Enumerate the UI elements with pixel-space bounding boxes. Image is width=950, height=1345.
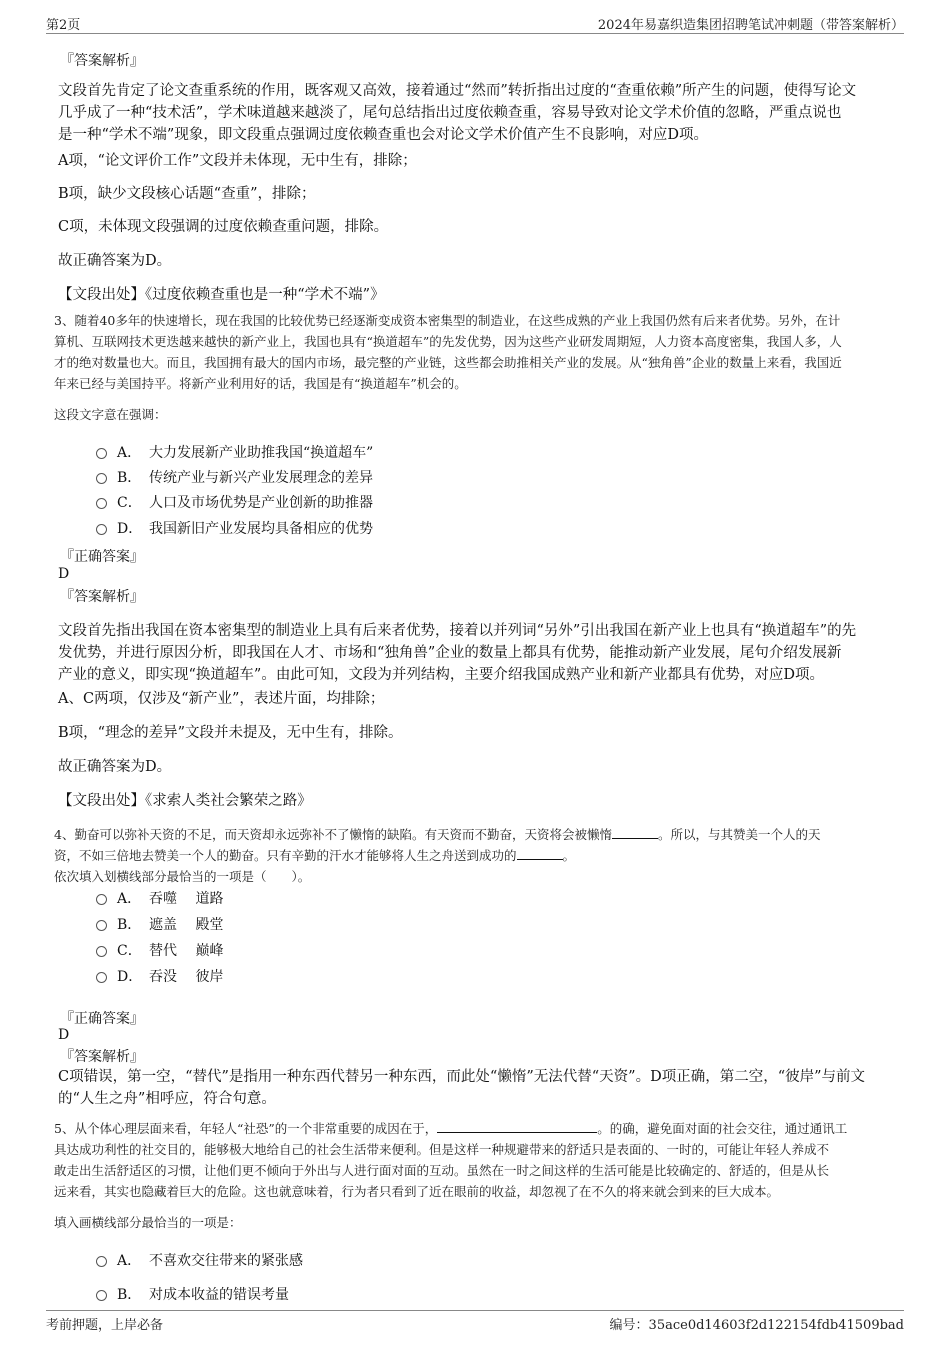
q3-option-b[interactable] — [96, 467, 373, 487]
option-text: 吞噬 道路 — [149, 891, 224, 907]
q3-analysis-line: 产业的意义，即实现“换道超车”。由此可知，文段为并列结构，主要介绍我国成熟产业和新产业都具有优势，对应D项。 — [58, 667, 824, 683]
q4-stem — [54, 824, 904, 887]
q3-stem-line: 才的绝对数量也大。而且，我国拥有最大的国内市场，最完整的产业链，这些都会助推相关产业的发展。从“独角兽”企业的数量上来看，我国近 — [54, 355, 842, 370]
q5-stem-line: 敢走出生活舒适区的习惯，让他们更不倾向于外出与人进行面对面的互动。虽然在一时之间这样的生活可能是比较确定的、舒适的，但是从长 — [54, 1163, 830, 1178]
q2-analysis — [58, 80, 898, 146]
option-text: 不喜欢交往带来的紧张感 — [149, 1253, 303, 1269]
option-letter: C． — [117, 943, 142, 959]
radio-icon[interactable] — [96, 1290, 107, 1301]
q3-analysis-line: 文段首先指出我国在资本密集型的制造业上具有后来者优势，接着以并列词“另外”引出我国在新产业上也具有“换道超车”的先 — [58, 623, 857, 639]
q3-answer-label: 『正确答案』 — [60, 549, 144, 565]
option-text: 对成本收益的错误考量 — [149, 1287, 289, 1303]
q3-stem-line: 算机、互联网技术更迭越来越快的新产业上，我国也具有“换道超车”的先发优势，因为这些产业研发周期短，人力资本高度密集，我国人多，人 — [54, 334, 842, 349]
q5-stem-line: 远来看，其实也隐藏着巨大的危险。这也就意味着，行为者只看到了近在眼前的收益，却忽视了在不久的将来就会到来的巨大成本。 — [54, 1184, 780, 1199]
q4-stem-line — [54, 824, 904, 845]
q2-conclusion: 故正确答案为D。 — [58, 253, 172, 269]
fill-blank — [517, 847, 563, 860]
q4-analysis — [58, 1066, 898, 1110]
radio-icon[interactable] — [96, 473, 107, 484]
radio-icon[interactable] — [96, 920, 107, 931]
header-rule — [46, 33, 904, 34]
q5-stem-text: 。的确，避免面对面的社会交往，通过通讯工 — [597, 1121, 848, 1136]
fill-blank — [612, 826, 658, 839]
option-letter: D． — [117, 969, 143, 985]
fill-blank — [437, 1120, 597, 1133]
q3-analysis-line: 发优势，并进行原因分析，即我国在人才、市场和“独角兽”企业的数量上都具有优势，能推动新产业发展，尾句介绍发展新 — [58, 645, 842, 661]
option-letter: B． — [117, 917, 142, 933]
q3-option-d[interactable] — [96, 518, 373, 538]
footer-rule — [46, 1310, 904, 1311]
document-id: 编号：35ace0d14603f2d122154fdb41509bad — [609, 1318, 904, 1333]
q4-option-d[interactable] — [96, 966, 223, 986]
q4-analysis-label: 『答案解析』 — [60, 1049, 144, 1065]
q4-analysis-line: C项错误，第一空，“替代”是指用一种东西代替另一种东西，而此处“懒惰”无法代替“天资”。D项正确，第二空，“彼岸”与前文 — [58, 1069, 866, 1085]
option-letter: B． — [117, 1287, 142, 1303]
q2-analysis-line: 几乎成了一种“技术活”，学术味道越来越淡了，尾句总结指出过度依赖查重，容易导致对论文学术价值的忽略，严重点说也 — [58, 105, 842, 121]
q5-option-a[interactable] — [96, 1250, 303, 1270]
q3-stem — [54, 310, 904, 394]
q4-answer-label: 『正确答案』 — [60, 1011, 144, 1027]
option-text: 我国新旧产业发展均具备相应的优势 — [149, 521, 373, 537]
option-text: 人口及市场优势是产业创新的助推器 — [149, 495, 373, 511]
q2-analysis-line: 是一种“学术不端”现象，即文段重点强调过度依赖查重也会对论文学术价值产生不良影响，对应D项。 — [58, 127, 708, 143]
option-text: 大力发展新产业助推我国“换道超车” — [149, 445, 374, 461]
q4-option-a[interactable] — [96, 888, 223, 908]
q5-stem-line: 具达成功利性的社交目的，能够极大地给自己的社会生活带来便利。但是这样一种规避带来的舒适只是表面的、一时的，可能让年轻人养成不 — [54, 1142, 830, 1157]
q3-conclusion: 故正确答案为D。 — [58, 759, 172, 775]
option-text: 遮盖 殿堂 — [149, 917, 224, 933]
q3-option-a[interactable] — [96, 442, 373, 462]
q4-answer: D — [58, 1027, 70, 1043]
q2-source: 【文段出处】《过度依赖查重也是一种“学术不端”》 — [58, 287, 385, 303]
q3-stem-line: 3、随着40多年的快速增长，现在我国的比较优势已经逐渐变成资本密集型的制造业，在这些成熟的产业上我国仍然有后来者优势。另外，在计 — [54, 313, 841, 328]
footer-slogan: 考前押题，上岸必备 — [46, 1318, 164, 1333]
q2-point-a: A项，“论文评价工作”文段并未体现，无中生有，排除； — [58, 153, 417, 169]
page-number: 第2页 — [46, 18, 81, 33]
option-text: 替代 巅峰 — [149, 943, 224, 959]
option-letter: D． — [117, 521, 143, 537]
option-letter: A． — [117, 891, 142, 907]
q5-prompt: 填入画横线部分最恰当的一项是： — [54, 1215, 242, 1230]
document-title: 2024年易嘉织造集团招聘笔试冲刺题（带答案解析） — [597, 18, 904, 33]
q3-point-ac: A、C两项，仅涉及“新产业”，表述片面，均排除； — [58, 691, 385, 707]
q3-prompt: 这段文字意在强调： — [54, 407, 167, 422]
radio-icon[interactable] — [96, 448, 107, 459]
option-text: 吞没 彼岸 — [149, 969, 224, 985]
q2-analysis-line: 文段首先肯定了论文查重系统的作用，既客观又高效，接着通过“然而”转折指出过度的“查重依赖”所产生的问题，使得写论文 — [58, 83, 857, 99]
q5-option-b[interactable] — [96, 1284, 289, 1304]
radio-icon[interactable] — [96, 946, 107, 957]
q4-stem-text: 。所以，与其赞美一个人的天 — [657, 827, 821, 842]
option-letter: A． — [117, 445, 142, 461]
q3-option-c[interactable] — [96, 492, 373, 512]
q5-stem-text: 5、从个体心理层面来看，年轻人“社恐”的一个非常重要的成因在于， — [54, 1121, 438, 1136]
radio-icon[interactable] — [96, 524, 107, 535]
q2-analysis-label: 『答案解析』 — [60, 53, 144, 69]
option-letter: A． — [117, 1253, 142, 1269]
q4-analysis-line: 的“人生之舟”相呼应，符合句意。 — [58, 1091, 276, 1107]
radio-icon[interactable] — [96, 972, 107, 983]
q4-option-c[interactable] — [96, 940, 223, 960]
q3-source: 【文段出处】《求索人类社会繁荣之路》 — [58, 793, 312, 809]
q2-point-b: B项，缺少文段核心话题“查重”，排除； — [58, 186, 316, 202]
q3-stem-line: 年来已经与美国持平。将新产业利用好的话，我国是有“换道超车”机会的。 — [54, 376, 467, 391]
q3-analysis-label: 『答案解析』 — [60, 589, 144, 605]
option-letter: B． — [117, 470, 142, 486]
q3-analysis — [58, 620, 898, 686]
q4-stem-text: 4、勤奋可以弥补天资的不足，而天资却永远弥补不了懒惰的缺陷。有天资而不勤奋，天资将会被懒惰 — [54, 827, 612, 842]
option-text: 传统产业与新兴产业发展理念的差异 — [149, 470, 373, 486]
q4-stem-line — [54, 845, 904, 866]
q4-stem-text: 。 — [562, 848, 576, 863]
q4-prompt: 依次填入划横线部分最恰当的一项是（ ）。 — [54, 869, 311, 884]
q2-point-c: C项，未体现文段强调的过度依赖查重问题，排除。 — [58, 219, 389, 235]
radio-icon[interactable] — [96, 894, 107, 905]
q5-stem-line — [54, 1118, 904, 1139]
radio-icon[interactable] — [96, 498, 107, 509]
q3-point-b: B项，“理念的差异”文段并未提及，无中生有，排除。 — [58, 725, 403, 741]
radio-icon[interactable] — [96, 1256, 107, 1267]
q4-stem-text: 资，不如三倍地去赞美一个人的勤奋。只有辛勤的汗水才能够将人生之舟送到成功的 — [54, 848, 517, 863]
q5-stem — [54, 1118, 904, 1202]
option-letter: C． — [117, 495, 142, 511]
q3-answer: D — [58, 566, 70, 582]
q4-option-b[interactable] — [96, 914, 223, 934]
